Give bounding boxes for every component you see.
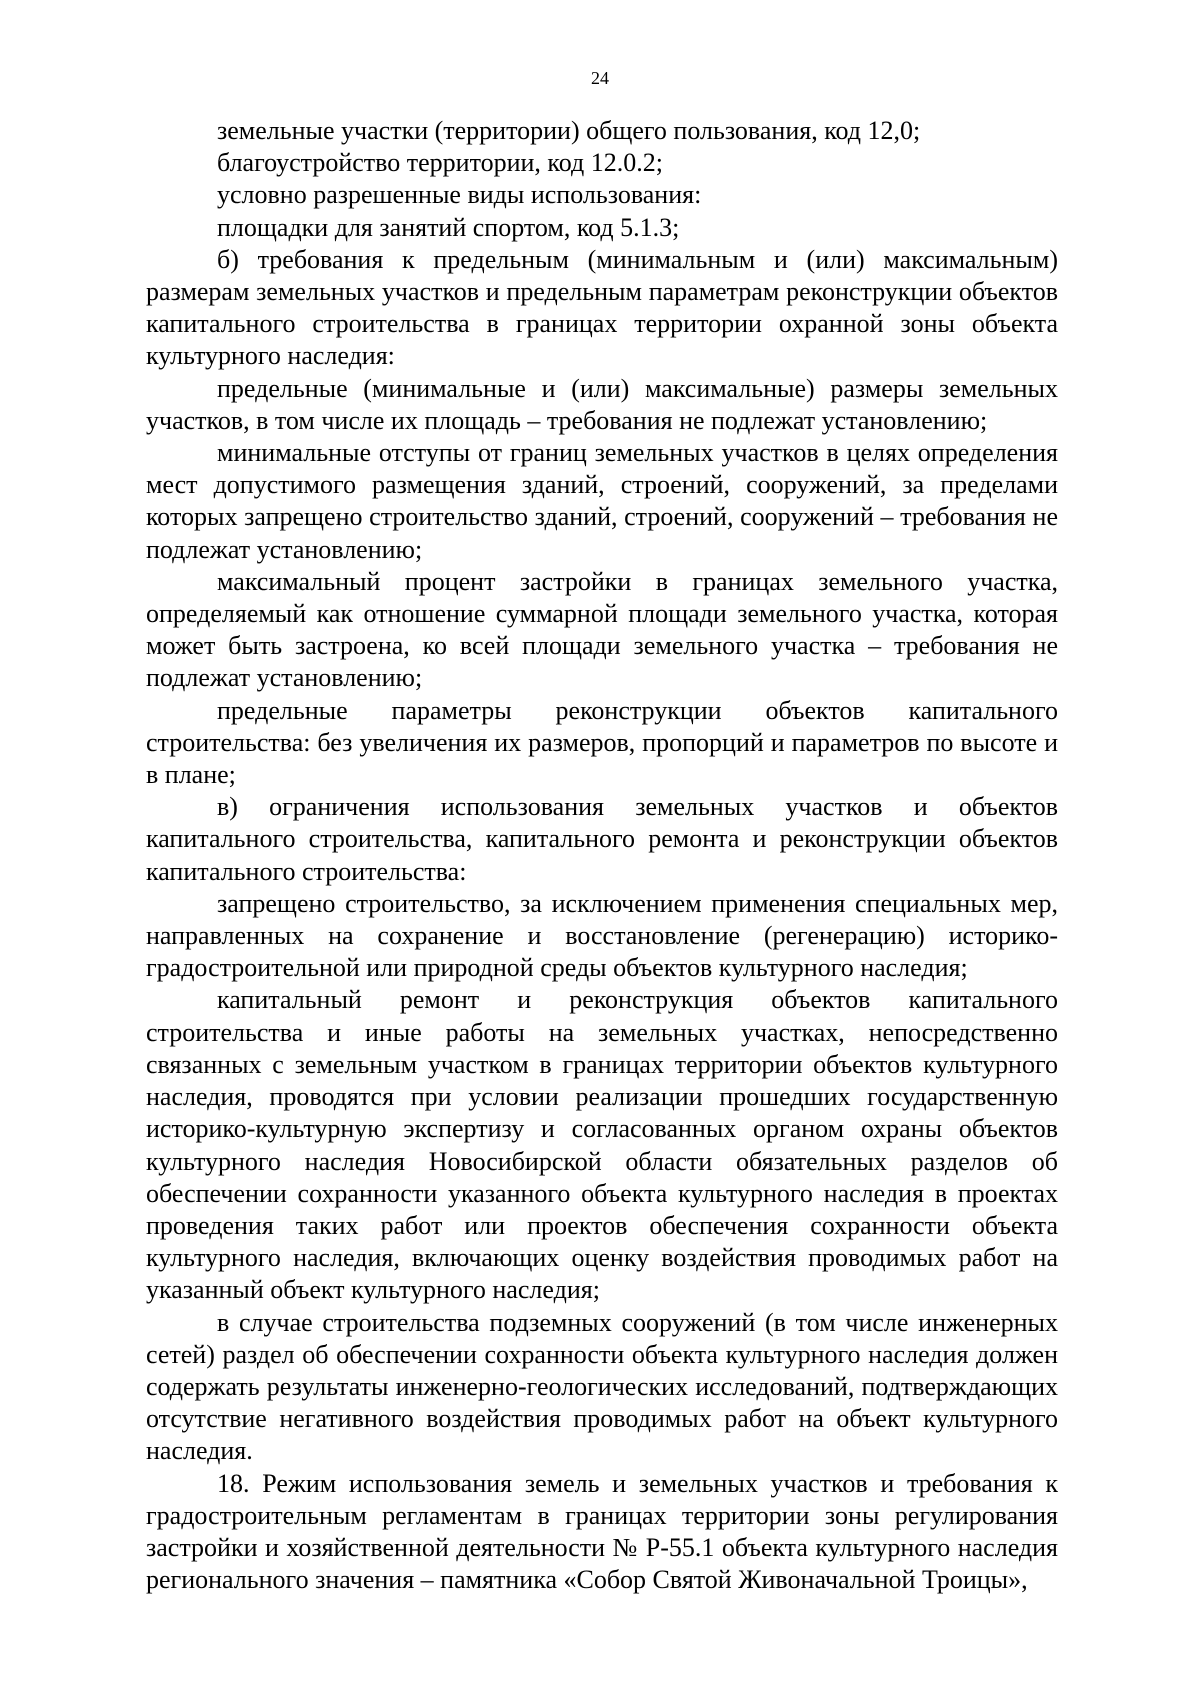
paragraph: предельные параметры реконструкции объектов капитального строительства: без увеличения их размеров, пропорций и параметров по высоте и в плане; <box>146 695 1058 790</box>
paragraph: в случае строительства подземных сооружений (в том числе инженерных сетей) раздел об обеспечении сохранности объекта культурного наследия должен содержать результаты инженерно-геологических исследований, подтверждающих отсутствие негативного воздействия проводимых работ на объект культурного наследия. <box>146 1307 1058 1466</box>
paragraph: 18. Режим использования земель и земельных участков и требования к градостроительным регламентам в границах территории зоны регулирования застройки и хозяйственной деятельности № Р-55.1 объекта культурного наследия регионального значения – памятника «Собор Святой Живоначальной Троицы», <box>146 1468 1058 1595</box>
paragraph: благоустройство территории, код 12.0.2; <box>217 148 663 178</box>
paragraph: максимальный процент застройки в границах земельного участка, определяемый как отношение суммарной площади земельного участка, которая может быть застроена, ко всей площади земельного участка – требования не подлежат установлению; <box>146 566 1058 693</box>
paragraph: предельные (минимальные и (или) максимальные) размеры земельных участков, в том числе их площадь – требования не подлежат установлению; <box>146 373 1058 435</box>
document-body <box>146 115 1058 1596</box>
paragraph: минимальные отступы от границ земельных участков в целях определения мест допустимого размещения зданий, строений, сооружений, за пределами которых запрещено строительство зданий, строений, сооружений – требования не подлежат установлению; <box>146 438 1058 564</box>
page-number: 24 <box>591 68 609 88</box>
paragraph: земельные участки (территории) общего пользования, код 12,0; <box>217 116 921 145</box>
paragraph: условно разрешенные виды использования: <box>217 180 702 210</box>
paragraph: капитальный ремонт и реконструкция объектов капитального строительства и иные работы на земельных участках, непосредственно связанных с земельным участком в границах территории объектов культурного наследия, проводятся при условии реализации прошедших государственную историко-культурную экспертизу и согласованных органом охраны объектов культурного наследия Новосибирской области обязательных разделов об обеспечении сохранности указанного объекта культурного наследия в проектах проведения таких работ или проектов обеспечения сохранности объекта культурного наследия, включающих оценку воздействия проводимых работ на указанный объект культурного наследия; <box>146 985 1058 1305</box>
paragraph: в) ограничения использования земельных участков и объектов капитального строительства, капитального ремонта и реконструкции объектов капитального строительства: <box>146 792 1058 886</box>
paragraph: запрещено строительство, за исключением применения специальных мер, направленных на сохранение и восстановление (регенерацию) историко-градостроительной или природной среды объектов культурного наследия; <box>146 888 1058 983</box>
paragraph: б) требования к предельным (минимальным и (или) максимальным) размерам земельных участков и предельным параметрам реконструкции объектов капитального строительства в границах территории охранной зоны объекта культурного наследия: <box>146 244 1058 371</box>
paragraph: площадки для занятий спортом, код 5.1.3; <box>217 212 680 242</box>
